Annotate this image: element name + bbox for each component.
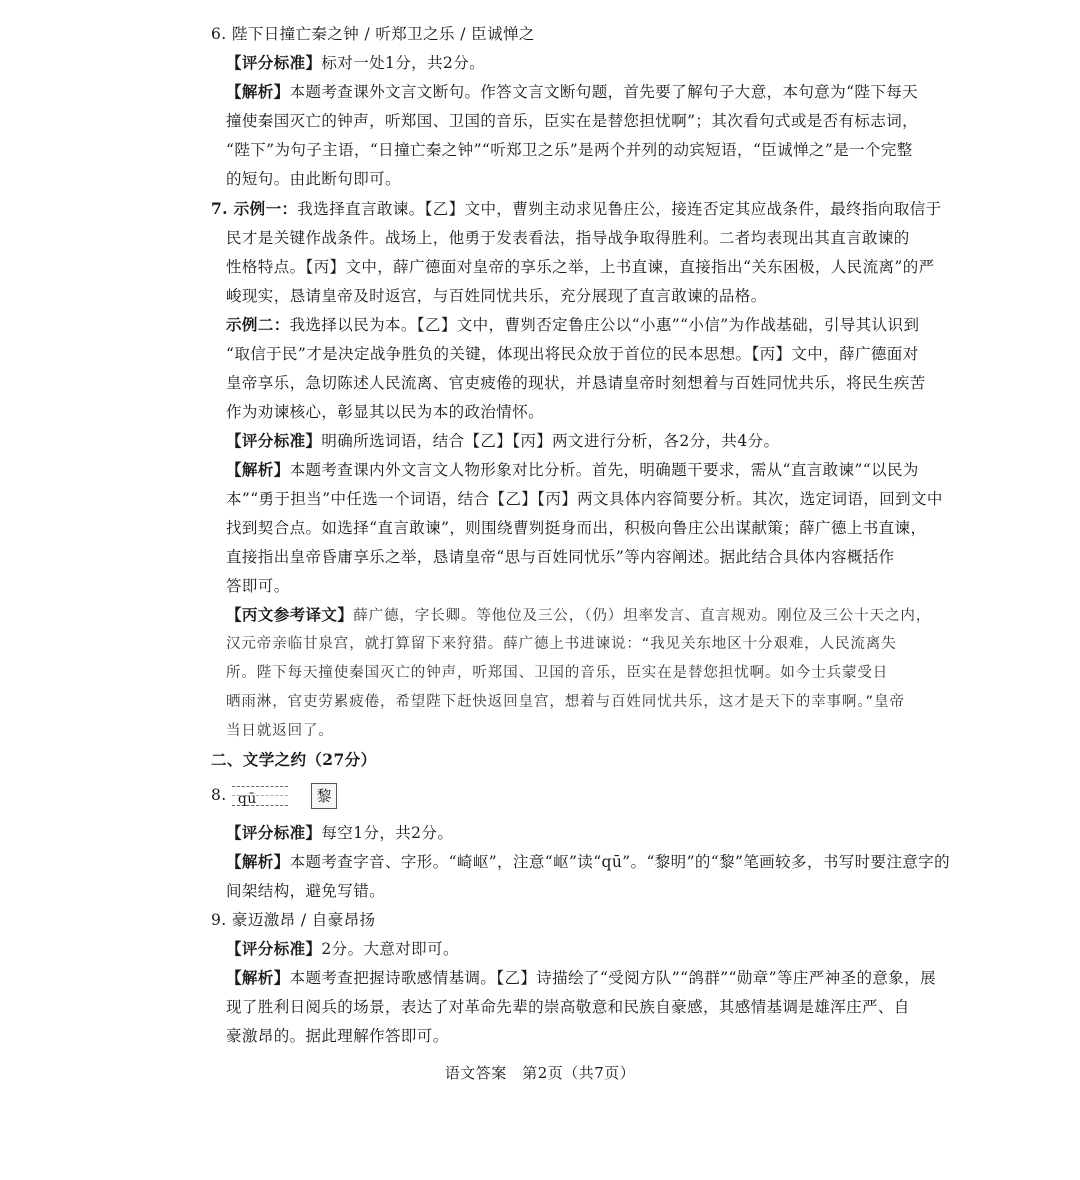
q9-analysis-line-1 xyxy=(226,968,936,988)
q7-analysis-line-2: 本”“勇于担当”中任选一个词语，结合【乙】【丙】两文具体内容简要分析。其次，选定词语，回到文中 xyxy=(226,490,943,508)
q7-analysis-line-4: 直接指出皇帝昏庸享乐之举，恳请皇帝“思与百姓同忧乐”等内容阐述。据此结合具体内容概括作 xyxy=(226,548,895,566)
q6-answer: 6. 陛下日撞亡秦之钟 / 听郑卫之乐 / 臣诚惮之 xyxy=(211,25,535,43)
standard-label: 【评分标准】 xyxy=(226,823,322,842)
q9-standard xyxy=(226,939,459,959)
q7-analysis-line-1 xyxy=(226,460,919,480)
q6-analysis-line-3: “陛下”为句子主语，“日撞亡秦之钟”“听郑卫之乐”是两个并列的动宾短语，“臣诚惮之”是一个完整 xyxy=(226,141,913,159)
analysis-text: 本题考查课内外文言文人物形象对比分析。首先，明确题干要求，需从“直言敢谏”“以民为 xyxy=(289,461,919,479)
q7-translation-line-2: 汉元帝亲临甘泉宫，就打算留下来狩猎。薛广德上书进谏说：“我见关东地区十分艰难，人民流离失 xyxy=(226,636,897,652)
q7-example1-line-4: 峻现实，恳请皇帝及时返宫，与百姓同忧共乐，充分展现了直言敢谏的品格。 xyxy=(226,287,767,305)
standard-text: 2分。大意对即可。 xyxy=(321,940,459,958)
analysis-label: 【解析】 xyxy=(226,460,290,479)
standard-text: 每空1分，共2分。 xyxy=(321,824,454,842)
q7-translation-line-1 xyxy=(226,605,931,626)
q7-translation-line-3: 所。陛下每天撞使秦国灭亡的钟声，听郑国、卫国的音乐，臣实在是替您担忧啊。如今士兵蒙受日 xyxy=(226,665,889,681)
q6-analysis-line-4: 的短句。由此断句即可。 xyxy=(226,170,401,188)
q9-analysis-line-3: 豪激昂的。据此理解作答即可。 xyxy=(226,1027,449,1045)
q7-example2-line-1 xyxy=(226,315,919,335)
q7-example1-line-2: 民才是关键作战条件。战场上，他勇于发表看法，指导战争取得胜利。二者均表现出其直言敢谏的 xyxy=(226,229,910,247)
translation-text: 薛广德，字长卿。等他位及三公，（仍）坦率发言、直言规劝。刚位及三公十天之内， xyxy=(353,608,932,624)
q7-translation-line-4: 晒雨淋，官吏劳累疲倦，希望陛下赶快返回皇宫，想着与百姓同忧共乐，这才是天下的幸事啊。”皇帝 xyxy=(226,694,905,710)
q8-number: 8. xyxy=(211,786,227,804)
standard-text: 明确所选词语，结合【乙】【丙】两文进行分析，各2分，共4分。 xyxy=(321,432,780,450)
analysis-label: 【解析】 xyxy=(226,968,290,987)
q7-translation-line-5: 当日就返回了。 xyxy=(226,723,334,739)
q7-example2-line-3: 皇帝享乐，急切陈述人民流离、官吏疲倦的现状，并恳请皇帝时刻想着与百姓同忧共乐，将民生疾苦 xyxy=(226,374,926,392)
q7-example2-line-2: “取信于民”才是决定战争胜负的关键，体现出将民众放于首位的民本思想。【丙】文中，薛广德面对 xyxy=(226,345,919,363)
q6-analysis-line-1 xyxy=(226,82,918,102)
analysis-label: 【解析】 xyxy=(226,82,290,101)
standard-text: 标对一处1分，共2分。 xyxy=(321,54,486,72)
pinyin-answer: qū xyxy=(237,791,257,807)
section2-title: 二、文学之约（27分） xyxy=(211,750,377,769)
q8-standard xyxy=(226,823,453,843)
analysis-text: 本题考查课外文言文断句。作答文言文断句题，首先要了解句子大意，本句意为“陛下每天 xyxy=(289,83,919,101)
analysis-label: 【解析】 xyxy=(226,852,290,871)
q7-standard xyxy=(226,431,779,451)
q6-analysis-line-2: 撞使秦国灭亡的钟声，听郑国、卫国的音乐，臣实在是替您担忧啊”；其次看句式或是否有标志词， xyxy=(226,112,919,130)
example1-text: 我选择直言敢谏。【乙】文中，曹刿主动求见鲁庄公，接连否定其应战条件，最终指向取信于 xyxy=(297,200,942,218)
q9-answer: 9. 豪迈激昂 / 自豪昂扬 xyxy=(211,911,376,929)
q7-example2-line-4: 作为劝谏核心，彰显其以民为本的政治情怀。 xyxy=(226,403,545,421)
q6-standard xyxy=(226,53,485,73)
q7-example1-line-1 xyxy=(211,199,942,219)
pinyin-box xyxy=(232,786,288,806)
page-footer: 语文答案 第2页（共7页） xyxy=(444,1064,636,1082)
analysis-text: 本题考查字音、字形。“崎岖”，注意“岖”读“qū”。“黎明”的“黎”笔画较多，书写时要注意字的 xyxy=(289,853,951,871)
q7-example1-line-3: 性格特点。【丙】文中，薛广德面对皇帝的享乐之举，上书直谏，直接指出“关东困极，人民流离”的严 xyxy=(226,258,935,276)
q9-analysis-line-2: 现了胜利日阅兵的场景，表达了对革命先辈的崇高敬意和民族自豪感，其感情基调是雄浑庄严、自 xyxy=(226,998,910,1016)
standard-label: 【评分标准】 xyxy=(226,939,322,958)
q7-analysis-line-3: 找到契合点。如选择“直言敢谏”，则围绕曹刿挺身而出，积极向鲁庄公出谋献策；薛广德上书直谏， xyxy=(226,519,927,537)
analysis-text: 本题考查把握诗歌感情基调。【乙】诗描绘了“受阅方队”“鸽群”“勋章”等庄严神圣的意象，展 xyxy=(289,969,937,987)
q8-analysis-line-1 xyxy=(226,852,950,872)
standard-label: 【评分标准】 xyxy=(226,53,322,72)
q8-answer xyxy=(211,782,337,809)
translation-label: 【丙文参考译文】 xyxy=(226,605,354,624)
example1-label: 7. 示例一： xyxy=(211,199,298,218)
example2-text: 我选择以民为本。【乙】文中，曹刿否定鲁庄公以“小惠”“小信”为作战基础，引导其认识到 xyxy=(289,316,920,334)
q8-analysis-line-2: 间架结构，避免写错。 xyxy=(226,882,386,900)
standard-label: 【评分标准】 xyxy=(226,431,322,450)
character-box: 黎 xyxy=(311,783,337,809)
q7-analysis-line-5: 答即可。 xyxy=(226,577,290,595)
example2-label: 示例二： xyxy=(226,315,290,334)
